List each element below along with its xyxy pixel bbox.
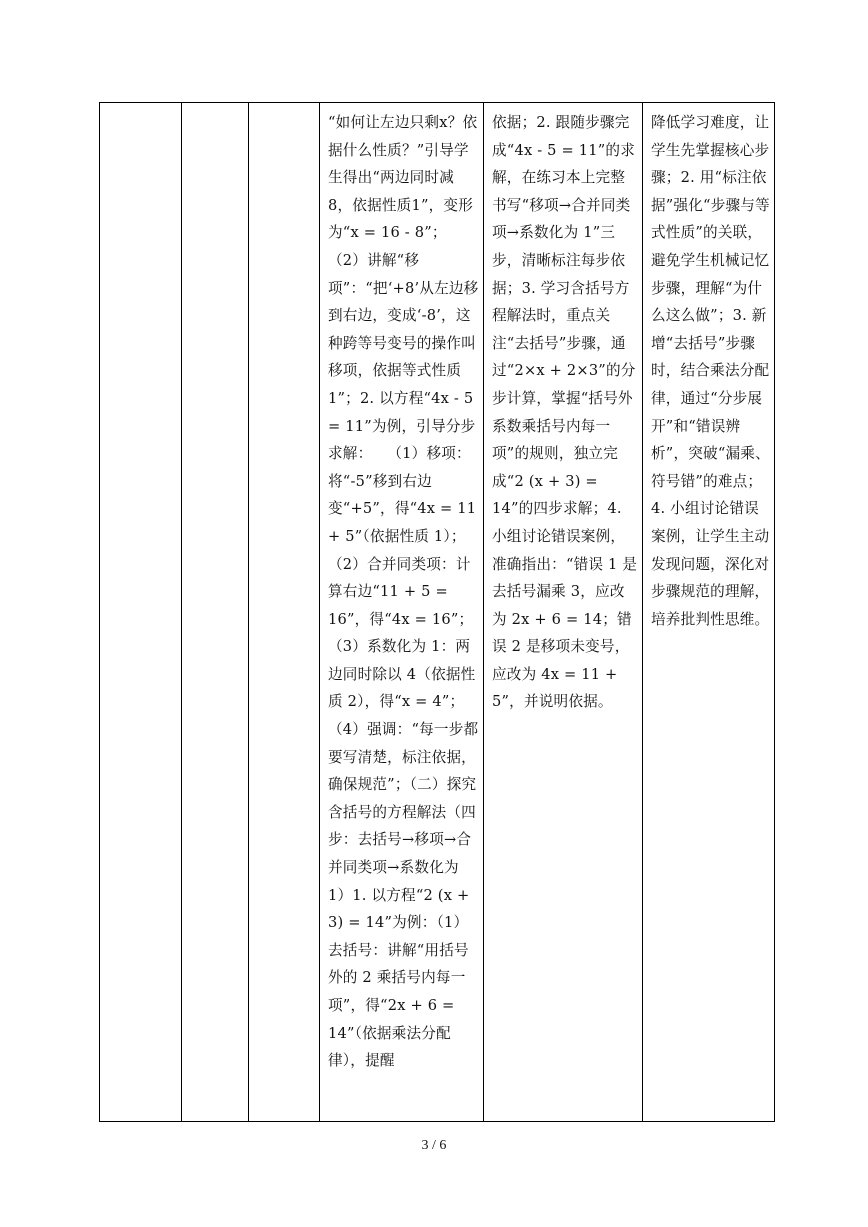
page-number: 3 / 6 [421, 1138, 447, 1153]
table-cell-teacher-activity [320, 103, 487, 1122]
table-cell-stage [100, 103, 182, 1122]
table-row [100, 103, 775, 1122]
design-intent-text: 降低学习难度，让学生先掌握核心步骤；2. 用“标注依据”强化“步骤与等式性质”的关联，避免学生机械记忆步骤，理解“为什么这么做”；3. 新增“去括号”步骤时，结合乘法分配律，通过“分步展开”和“错误辨析”，突破“漏乘、符号错”的难点；4. 小组讨论错误案例，让学生主动发现问题，深化对步骤规范的理解，培养批判性思维。 [651, 114, 770, 628]
table-cell-content [182, 103, 249, 1122]
table-cell-design-intent [643, 103, 775, 1122]
table-cell-student-activity [484, 103, 643, 1122]
lesson-plan-table [99, 102, 775, 1122]
cell-text [100, 103, 181, 109]
table-cell-time [249, 103, 320, 1122]
student-activity-text: 依据；2. 跟随步骤完成“4x - 5 = 11”的求解，在练习本上完整书写“移项→合并同类项→系数化为 1”三步，清晰标注每步依据；3. 学习含括号方程解法时，重点关注“去括号”步骤，通过“2×x + 2×3”的分步计算，掌握“括号外系数乘括号内每一项”的规则，独立完成“2 (x + 3) = 14”的四步求解；4. 小组讨论错误案例，准确指出：“错误 1 是去括号漏乘 3，应改为 2x + 6 = 14；错误 2 是移项未变号，应改为 4x = 11 + 5”，并说明依据。 [492, 114, 638, 711]
teacher-activity-text: “如何让左边只剩x？依据什么性质？”引导学生得出“两边同时减 8，依据性质1”，变形为“x = 16 - 8”； （2）讲解“移项”：“把‘+8’从左边移到右边，变成‘-8’，这种跨等号变号的操作叫移项，依据等式性质 1”；2. 以方程“4x - 5 = 11”为例，引导分步求解： （1）移项：将“-5”移到右边变“+5”，得“4x = 11 + 5”（依据性质 1）；（2）合并同类项：计算右边“11 + 5 = 16”，得“4x = 16”；（3）系数化为 1：两边同时除以 4（依据性质 2），得“x = 4”； （4）强调：“每一步都要写清楚，标注依据，确保规范”；（二）探究含括号的方程解法（四步：去括号→移项→合并同类项→系数化为 1）1. 以方程“2 (x + 3) = 14”为例：（1）去括号：讲解“用括号外的 2 乘括号内每一项”，得“2x + 6 = 14”（依据乘法分配律），提醒 [328, 114, 487, 1070]
cell-text [182, 103, 248, 109]
cell-text [249, 103, 319, 109]
